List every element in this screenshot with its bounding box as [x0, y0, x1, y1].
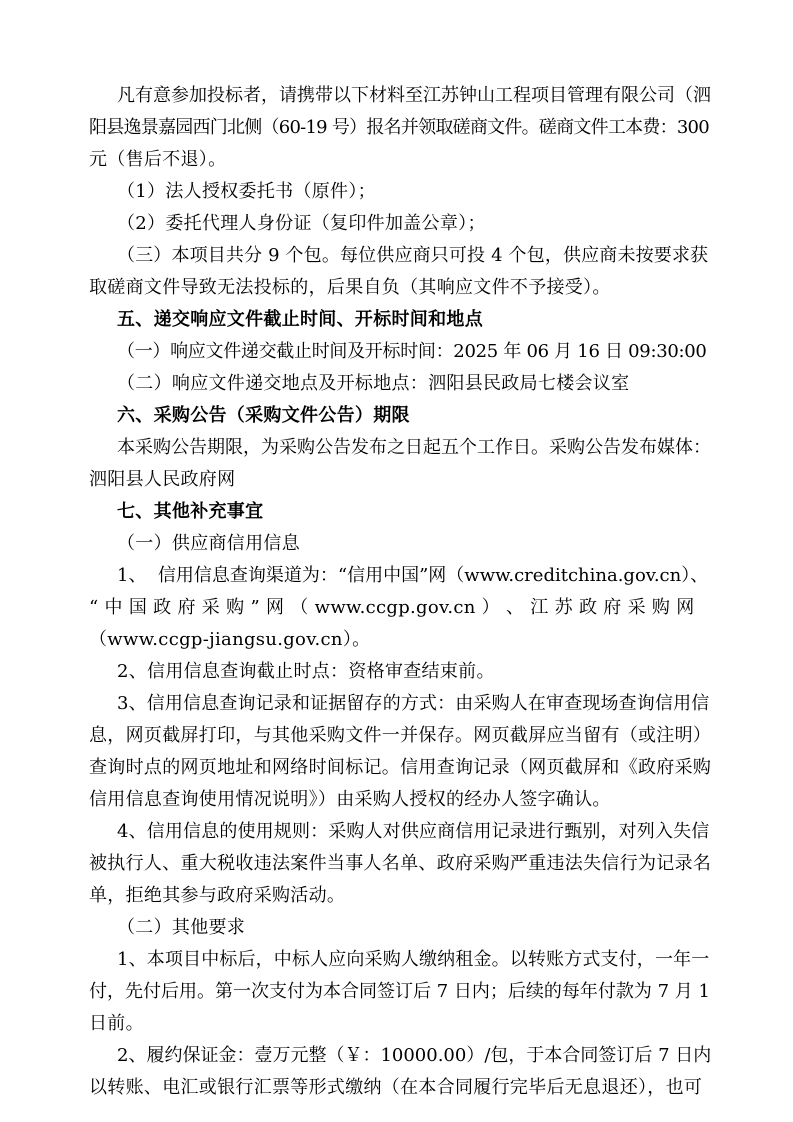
- paragraph-line: 1、 信用信息查询渠道为：“信用中国”网（www.creditchina.gov.cn）、: [117, 565, 709, 586]
- list-item: （2）委托代理人身份证（复印件加盖公章）；: [117, 213, 486, 234]
- section-heading: 七、其他补充事宜: [117, 501, 264, 522]
- paragraph-line: 1、本项目中标后，中标人应向采购人缴纳租金。以转账方式支付，一年一: [117, 949, 710, 970]
- paragraph-line: 4、信用信息的使用规则：采购人对供应商信用记录进行甄别，对列入失信: [117, 821, 710, 842]
- paragraph-line: 被执行人、重大税收违法案件当事人名单、政府采购严重违法失信行为记录名: [89, 853, 712, 874]
- paragraph-line: 凡有意参加投标者，请携带以下材料至江苏钟山工程项目管理有限公司（泗: [117, 85, 711, 106]
- paragraph-line: 元（售后不退）。: [89, 149, 227, 170]
- subsection-heading: （一）供应商信用信息: [117, 533, 300, 554]
- list-item: （1）法人授权委托书（原件）；: [117, 181, 376, 202]
- paragraph-line: （三）本项目共分 9 个包。每位供应商只可投 4 个包，供应商未按要求获: [117, 245, 709, 266]
- section-heading: 五、递交响应文件截止时间、开标时间和地点: [117, 309, 483, 330]
- paragraph-line: 3、信用信息查询记录和证据留存的方式：由采购人在审查现场查询信用信: [117, 693, 710, 714]
- paragraph-line: 息，网页截屏打印，与其他采购文件一并保存。网页截屏应当留有（或注明）: [89, 725, 712, 746]
- paragraph-line: 2、履约保证金：壹万元整（￥：10000.00）/包，于本合同签订后 7 日内: [117, 1045, 712, 1066]
- paragraph-line: 2、信用信息查询截止时点：资格审查结束前。: [117, 661, 495, 682]
- paragraph-line: 以转账、电汇或银行汇票等形式缴纳（在本合同履行完毕后无息退还），也可: [89, 1077, 703, 1098]
- paragraph-line: 本采购公告期限，为采购公告发布之日起五个工作日。采购公告发布媒体：: [117, 437, 711, 458]
- section-heading: 六、采购公告（采购文件公告）期限: [117, 405, 410, 426]
- paragraph-line: 信用信息查询使用情况说明》）由采购人授权的经办人签字确认。: [89, 789, 611, 810]
- paragraph-line: 阳县逸景嘉园西门北侧（60-19 号）报名并领取磋商文件。磋商文件工本费：300: [89, 117, 709, 138]
- paragraph-line: （www.ccgp-jiangsu.gov.cn）。: [89, 629, 371, 650]
- list-item: （二）响应文件递交地点及开标地点：泗阳县民政局七楼会议室: [117, 373, 630, 394]
- paragraph-line: 泗阳县人民政府网: [89, 469, 236, 490]
- paragraph-line: 付，先付后用。第一次支付为本合同签订后 7 日内；后续的每年付款为 7 月 1: [89, 981, 710, 1002]
- subsection-heading: （二）其他要求: [117, 917, 246, 938]
- paragraph-line: 单，拒绝其参与政府采购活动。: [89, 885, 346, 906]
- paragraph-line: “ 中 国 政 府 采 购 ” 网 （ www.ccgp.gov.cn ） 、 江 苏 政 府 采 购 网: [89, 597, 695, 618]
- paragraph-line: 查询时点的网页地址和网络时间标记。信用查询记录（网页截屏和《政府采购: [89, 757, 712, 778]
- paragraph-line: 日前。: [89, 1013, 144, 1034]
- paragraph-line: 取磋商文件导致无法投标的，后果自负（其响应文件不予接受）。: [89, 277, 611, 298]
- list-item: （一）响应文件递交截止时间及开标时间：2025 年 06 月 16 日 09:30:00: [117, 341, 707, 362]
